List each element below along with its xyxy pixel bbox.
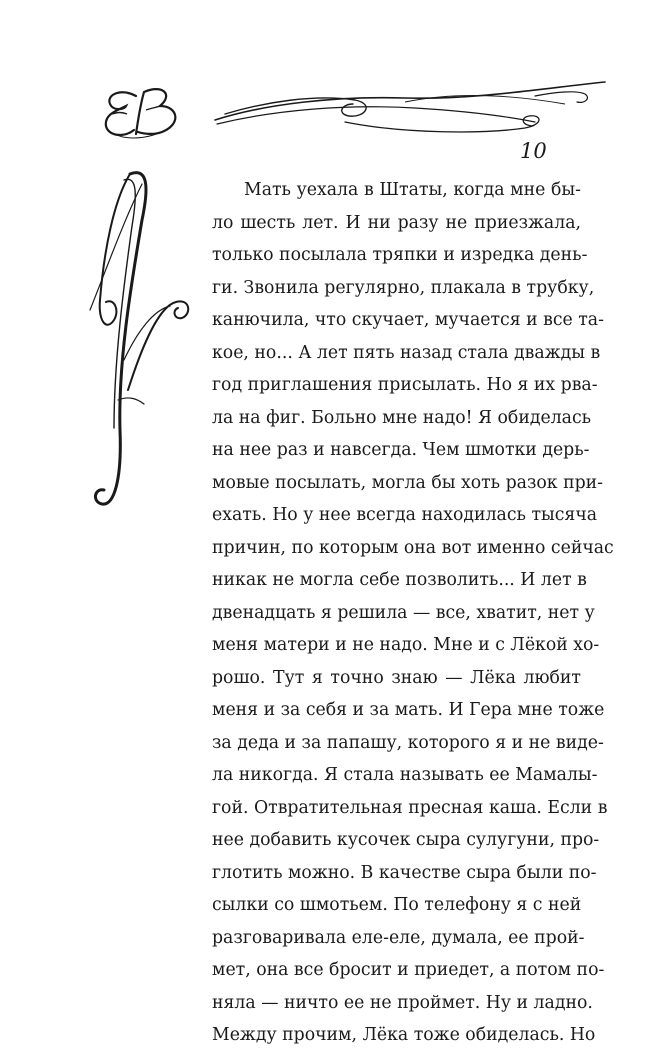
body-text [212, 174, 614, 1052]
header-flourish [205, 74, 615, 138]
text-line: глотить можно. В качестве сыра были по- [212, 862, 597, 883]
text-line: на нее раз и навсегда. Чем шмотки дерь- [212, 440, 590, 460]
text-line: разговаривала еле-еле, думала, ее прой- [212, 927, 585, 948]
text-line: мет, она все бросит и приедет, а потом по- [212, 960, 605, 980]
text-line: гой. Отвратительная пресная каша. Если в [212, 797, 608, 818]
monogram-ornament [100, 84, 190, 142]
text-line: меня матери и не надо. Мне и с Лёкой хо- [212, 635, 600, 655]
text-line: няла — ничто ее не проймет. Ну и ладно. [212, 992, 593, 1013]
text-line: причин, по которым она вот именно сейчас [212, 537, 614, 558]
text-line: никак не могла себе позволить... И лет в [212, 570, 587, 590]
text-line: кое, но... А лет пять назад стала дважды в [212, 342, 601, 363]
text-line: за деда и за папашу, которого я и не виде- [212, 732, 604, 753]
text-line: ла на фиг. Больно мне надо! Я обиделась [212, 407, 592, 428]
text-line: меня и за себя и за мать. И Гера мне тоже [212, 700, 605, 720]
text-line: ехать. Но у нее всегда находилась тысяча [212, 505, 598, 525]
page-number: 10 [520, 139, 547, 163]
text-line: двенадцать я решила — все, хватит, нет у [212, 602, 595, 623]
text-line: сылки со шмотьем. По телефону я с ней [212, 895, 582, 915]
text-line: Между прочим, Лёка тоже обиделась. Но [212, 1025, 596, 1045]
text-line: год приглашения присылать. Но я их рва- [212, 375, 598, 395]
text-line: канючила, что скучает, мучается и все та- [212, 310, 604, 330]
drop-cap-ornament [84, 160, 194, 535]
text-line: рошо. Тут я точно знаю — Лёка любит [212, 667, 581, 688]
text-line: нее добавить кусочек сыра сулугуни, про- [212, 830, 600, 850]
text-line: Мать уехала в Штаты, когда мне бы- [244, 180, 581, 200]
text-line: только посылала тряпки и изредка день- [212, 245, 588, 265]
text-line: ло шесть лет. И ни разу не приезжала, [212, 212, 581, 233]
text-line: мовые посылать, могла бы хоть разок при- [212, 472, 604, 493]
text-line: ги. Звонила регулярно, плакала в трубку, [212, 277, 595, 298]
text-line: ла никогда. Я стала называть ее Мамалы- [212, 765, 598, 785]
